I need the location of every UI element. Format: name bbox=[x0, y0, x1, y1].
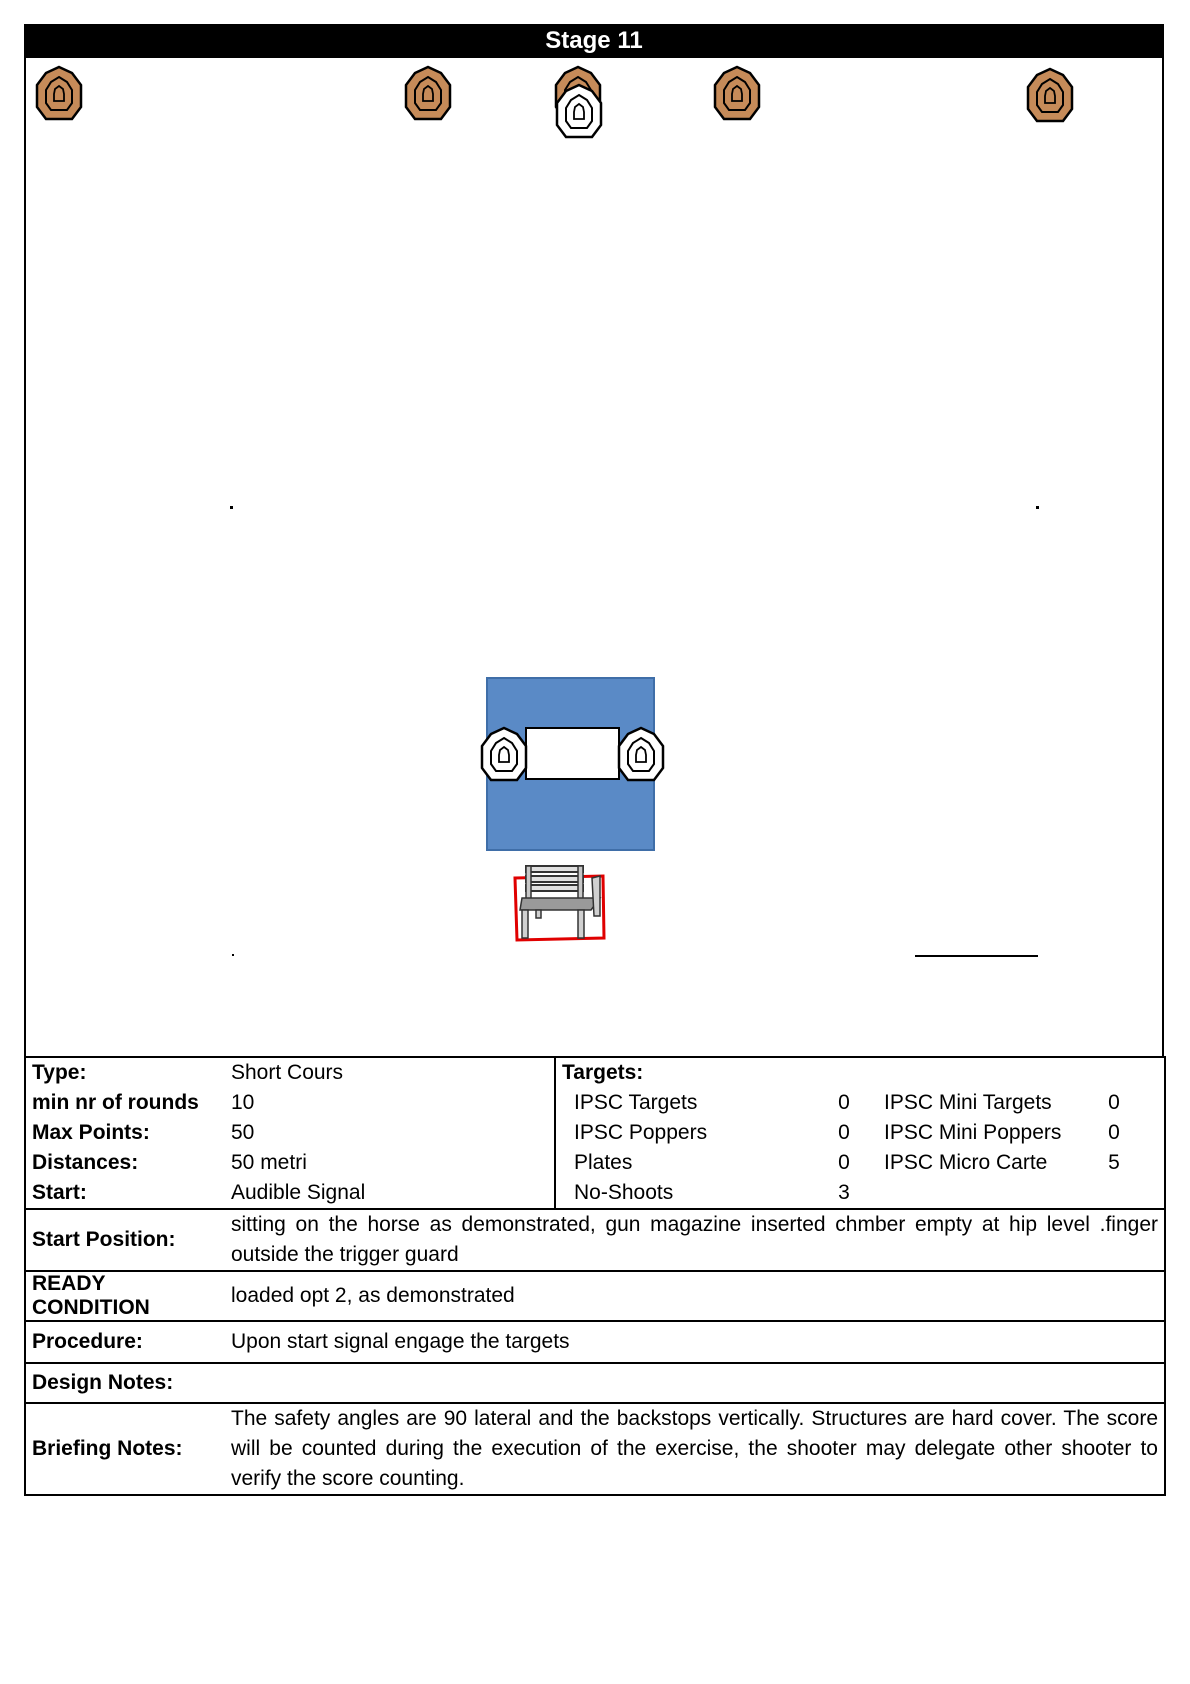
design-notes-text bbox=[225, 1363, 1165, 1403]
points-value: 50 bbox=[231, 1121, 255, 1144]
start-position-text: sitting on the horse as demonstrated, gun magazine inserted chmber empty at hip level .finger outside the trigger guard bbox=[225, 1209, 1165, 1271]
stage-sheet bbox=[24, 24, 1164, 1496]
micro-carte-label: IPSC Micro Carte bbox=[884, 1151, 1048, 1174]
stage-diagram bbox=[24, 58, 1164, 1056]
distances-label: Distances: bbox=[32, 1151, 139, 1174]
marker-dot bbox=[230, 506, 233, 509]
marker-dot bbox=[232, 954, 234, 956]
targets-heading: Targets: bbox=[562, 1061, 644, 1084]
target-paper bbox=[37, 67, 81, 119]
ipsc-poppers-label: IPSC Poppers bbox=[574, 1121, 708, 1144]
design-notes-label: Design Notes: bbox=[25, 1363, 225, 1403]
mini-targets-value: 0 bbox=[1108, 1091, 1120, 1114]
start-position-label: Start Position: bbox=[25, 1209, 225, 1271]
target-paper bbox=[715, 67, 759, 119]
targets-section bbox=[555, 1057, 1165, 1209]
no-shoot-target bbox=[619, 728, 663, 780]
stage-diagram-svg bbox=[26, 58, 1162, 1056]
ready-condition-label: READY CONDITION bbox=[25, 1271, 225, 1321]
ipsc-poppers-value: 0 bbox=[838, 1121, 850, 1144]
no-shoots-value: 3 bbox=[838, 1181, 850, 1204]
plates-label: Plates bbox=[574, 1151, 633, 1174]
stage-title: Stage 11 bbox=[24, 24, 1164, 58]
type-label: Type: bbox=[32, 1061, 87, 1084]
start-value: Audible Signal bbox=[231, 1181, 366, 1204]
mini-poppers-label: IPSC Mini Poppers bbox=[884, 1121, 1062, 1144]
marker-dot bbox=[1036, 506, 1039, 509]
barricade-window bbox=[526, 728, 619, 779]
mini-poppers-value: 0 bbox=[1108, 1121, 1120, 1144]
bench-icon bbox=[515, 866, 604, 940]
start-label: Start: bbox=[32, 1181, 87, 1204]
rounds-value: 10 bbox=[231, 1091, 255, 1114]
ready-condition-row bbox=[25, 1271, 1165, 1321]
procedure-row bbox=[25, 1321, 1165, 1363]
ipsc-targets-label: IPSC Targets bbox=[574, 1091, 698, 1114]
distances-value: 50 metri bbox=[231, 1151, 307, 1174]
points-label: Max Points: bbox=[32, 1121, 150, 1144]
summary-row bbox=[25, 1057, 1165, 1209]
target-paper bbox=[406, 67, 450, 119]
micro-carte-value: 5 bbox=[1108, 1151, 1120, 1174]
briefing-notes-text: The safety angles are 90 lateral and the backstops vertically. Structures are hard cover. The score will be counted during the execution of the exercise, the shooter may delegate other shooter to verify the score counting. bbox=[225, 1403, 1165, 1495]
rounds-label: min nr of rounds bbox=[32, 1091, 199, 1114]
targets-grid bbox=[562, 1088, 1158, 1208]
briefing-notes-label: Briefing Notes: bbox=[25, 1403, 225, 1495]
ready-condition-text: loaded opt 2, as demonstrated bbox=[225, 1271, 1165, 1321]
mini-targets-label: IPSC Mini Targets bbox=[884, 1091, 1052, 1114]
procedure-label: Procedure: bbox=[25, 1321, 225, 1363]
no-shoot-target bbox=[557, 85, 601, 137]
type-value: Short Cours bbox=[231, 1061, 344, 1084]
no-shoots-label: No-Shoots bbox=[574, 1181, 674, 1204]
plates-value: 0 bbox=[838, 1151, 850, 1174]
target-paper bbox=[1028, 69, 1072, 121]
briefing-notes-row bbox=[25, 1403, 1165, 1495]
design-notes-row bbox=[25, 1363, 1165, 1403]
ipsc-targets-value: 0 bbox=[838, 1091, 850, 1114]
start-position-row bbox=[25, 1209, 1165, 1271]
procedure-text: Upon start signal engage the targets bbox=[225, 1321, 1165, 1363]
no-shoot-target bbox=[482, 728, 526, 780]
stage-info-table bbox=[24, 1056, 1166, 1496]
